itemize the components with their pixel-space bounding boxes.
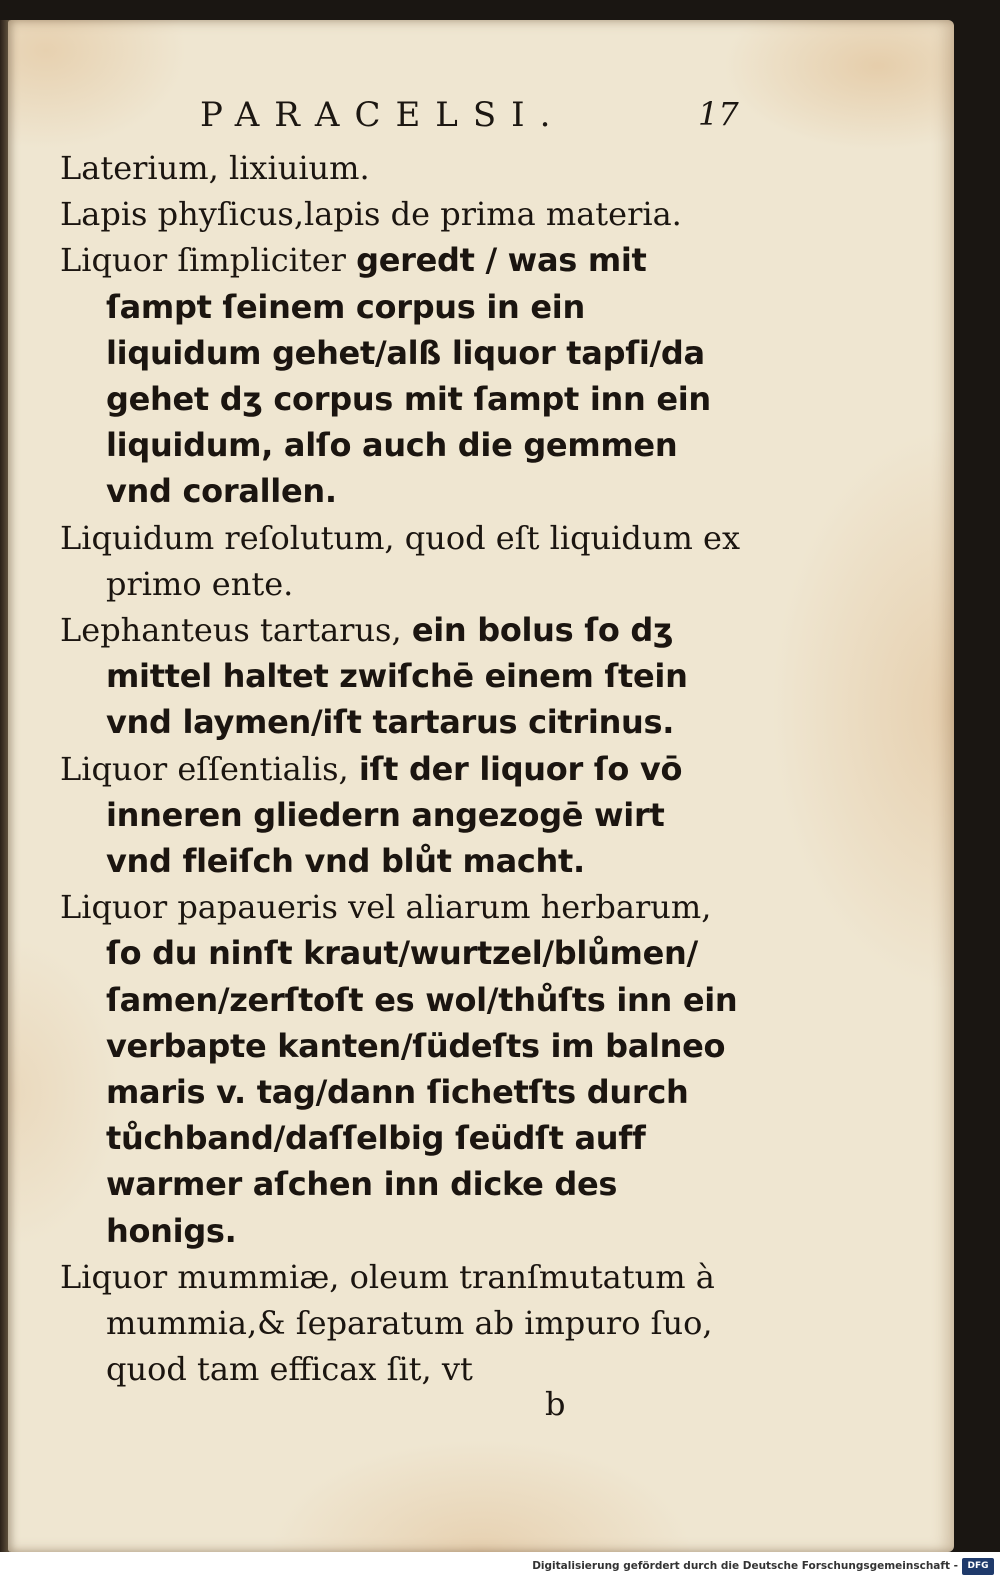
glossary-entry (60, 191, 740, 237)
glossary-entry (60, 237, 740, 514)
page-header (0, 95, 1000, 145)
entry-german: ſo du ninſt kraut/wurtzel/blůmen/ſamen/zerſtoſt es wol/thůſts inn ein verbapte kanten/ſüdeſts im balneo maris v. tag/dann ſichetſts durch tůchband/daſſelbig ſeüdſt auff warmer aſchen inn dicke des honigs. (106, 934, 738, 1250)
funding-credit: Digitalisierung gefördert durch die Deutsche Forschungsgemeinschaft - (532, 1560, 958, 1572)
glossary-entry (60, 746, 740, 885)
page-body (60, 145, 740, 1392)
glossary-entry (60, 515, 740, 607)
entry-latin: Liquor ſimpliciter (60, 241, 357, 280)
entry-latin: Liquor eſſentialis, (60, 749, 359, 788)
entry-latin: Liquidum reſolutum, quod eſt liquidum ex primo ente. (60, 518, 740, 603)
entry-latin: Liquor mummiæ, oleum tranſmutatum à mummia,& ſeparatum ab impuro ſuo, quod tam efficax ſit, vt (60, 1257, 715, 1389)
dfg-logo: DFG (962, 1558, 994, 1575)
entry-latin: Lephanteus tartarus, (60, 611, 412, 650)
glossary-entry (60, 884, 740, 1254)
page-number: 17 (698, 95, 739, 133)
glossary-entry (60, 607, 740, 746)
entry-latin: Liquor papaueris vel aliarum herbarum, (60, 888, 712, 927)
entry-latin: Laterium, lixiuium. (60, 149, 370, 187)
footer-bar (0, 1552, 1000, 1583)
entry-german: ein bolus ſo dʒ mittel haltet zwiſchē einem ſtein vnd laymen/iſt tartarus citrinus. (106, 611, 688, 742)
catchword: b (545, 1385, 566, 1423)
running-head: PARACELSI. (200, 95, 566, 135)
glossary-entry (60, 145, 740, 191)
entry-latin: Lapis phyſicus,lapis de prima materia. (60, 195, 682, 234)
entry-german: geredt / was mit ſampt ſeinem corpus in ein liquidum gehet/alß liquor tapſi/da gehet dʒ corpus mit ſampt inn ein liquidum, alſo auch die gemmen vnd corallen. (106, 241, 711, 511)
glossary-entry (60, 1254, 740, 1393)
entry-german: iſt der liquor ſo vō inneren gliedern angezogē wirt vnd fleiſch vnd blůt macht. (106, 749, 683, 881)
